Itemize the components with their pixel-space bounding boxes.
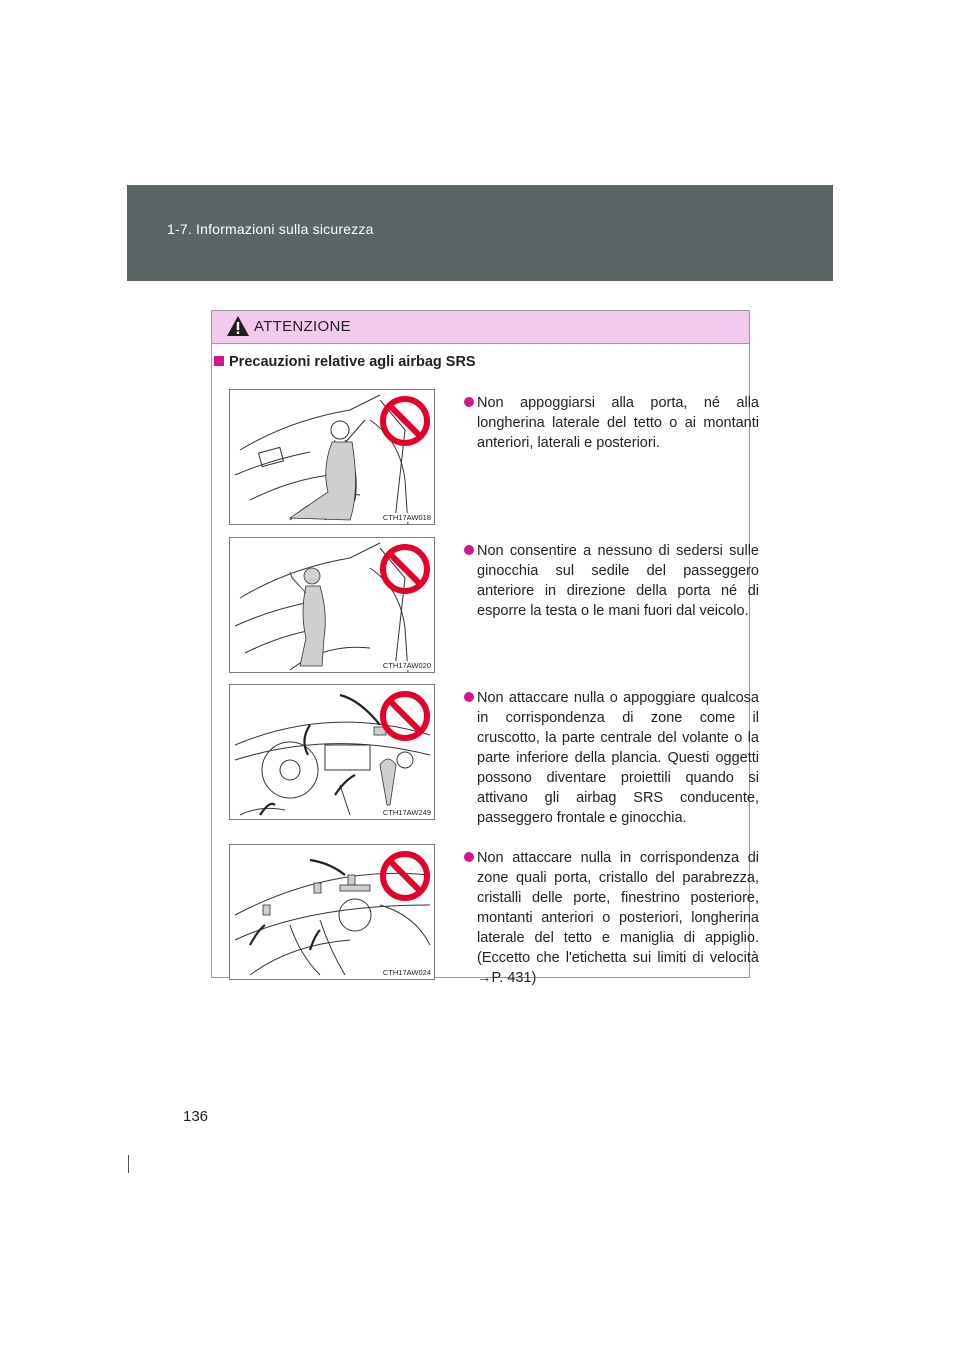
warning-subheading: Precauzioni relative agli airbag SRS <box>214 354 476 370</box>
warning-item-text: Non attaccare nulla o appoggiare qualcosa in corrispondenza di zone come il cruscotto, la parte centrale del volante o la parte inferiore della plancia. Questi oggetti possono diventare proiettili quando si attivano gli airbag SRS conducente, passeggero frontale e ginocchia. <box>477 688 759 828</box>
warning-item-text: Non appoggiarsi alla porta, né alla longherina laterale del tetto o ai montanti anteriori, laterali e posteriori. <box>477 393 759 453</box>
figure-code: CTH17AW249 <box>382 808 431 817</box>
section-title: 1-7. Informazioni sulla sicurezza <box>167 221 374 237</box>
prohibition-icon <box>378 542 432 596</box>
warning-item-text: Non consentire a nessuno di sedersi sulle ginocchia sul sedile del passeggero anteriore in direzione della porta né di esporre la testa o le mani fuori dal veicolo. <box>477 541 759 621</box>
crop-mark <box>128 1155 129 1173</box>
prohibition-icon <box>378 689 432 743</box>
prohibition-icon <box>378 849 432 903</box>
page-number: 136 <box>183 1108 209 1125</box>
chapter-header-band <box>127 185 833 281</box>
figure-code: CTH17AW018 <box>382 513 431 522</box>
round-bullet-icon <box>464 545 474 555</box>
illustration-sitting-on-lap <box>229 537 435 673</box>
illustration-cabin-objects <box>229 844 435 980</box>
warning-box <box>211 310 759 986</box>
illustration-dashboard-objects <box>229 684 435 820</box>
round-bullet-icon <box>464 852 474 862</box>
figure-code: CTH17AW024 <box>382 968 431 977</box>
warning-header <box>212 311 749 344</box>
warning-item-text: Non attaccare nulla in corrispondenza di zone quali porta, cristallo del parabrezza, cristalli delle porte, finestrino posteriore, montanti anteriori o posteriori, longherina laterale del tetto e maniglia di appiglio. (Eccetto che l'etichetta sui limiti di velocità →P. 431) <box>477 848 759 988</box>
figure-code: CTH17AW020 <box>382 661 431 670</box>
warning-triangle-icon <box>226 315 250 337</box>
square-bullet-icon <box>214 356 224 366</box>
round-bullet-icon <box>464 397 474 407</box>
illustration-leaning-on-door <box>229 389 435 525</box>
prohibition-icon <box>378 394 432 448</box>
round-bullet-icon <box>464 692 474 702</box>
warning-title: ATTENZIONE <box>254 318 351 335</box>
